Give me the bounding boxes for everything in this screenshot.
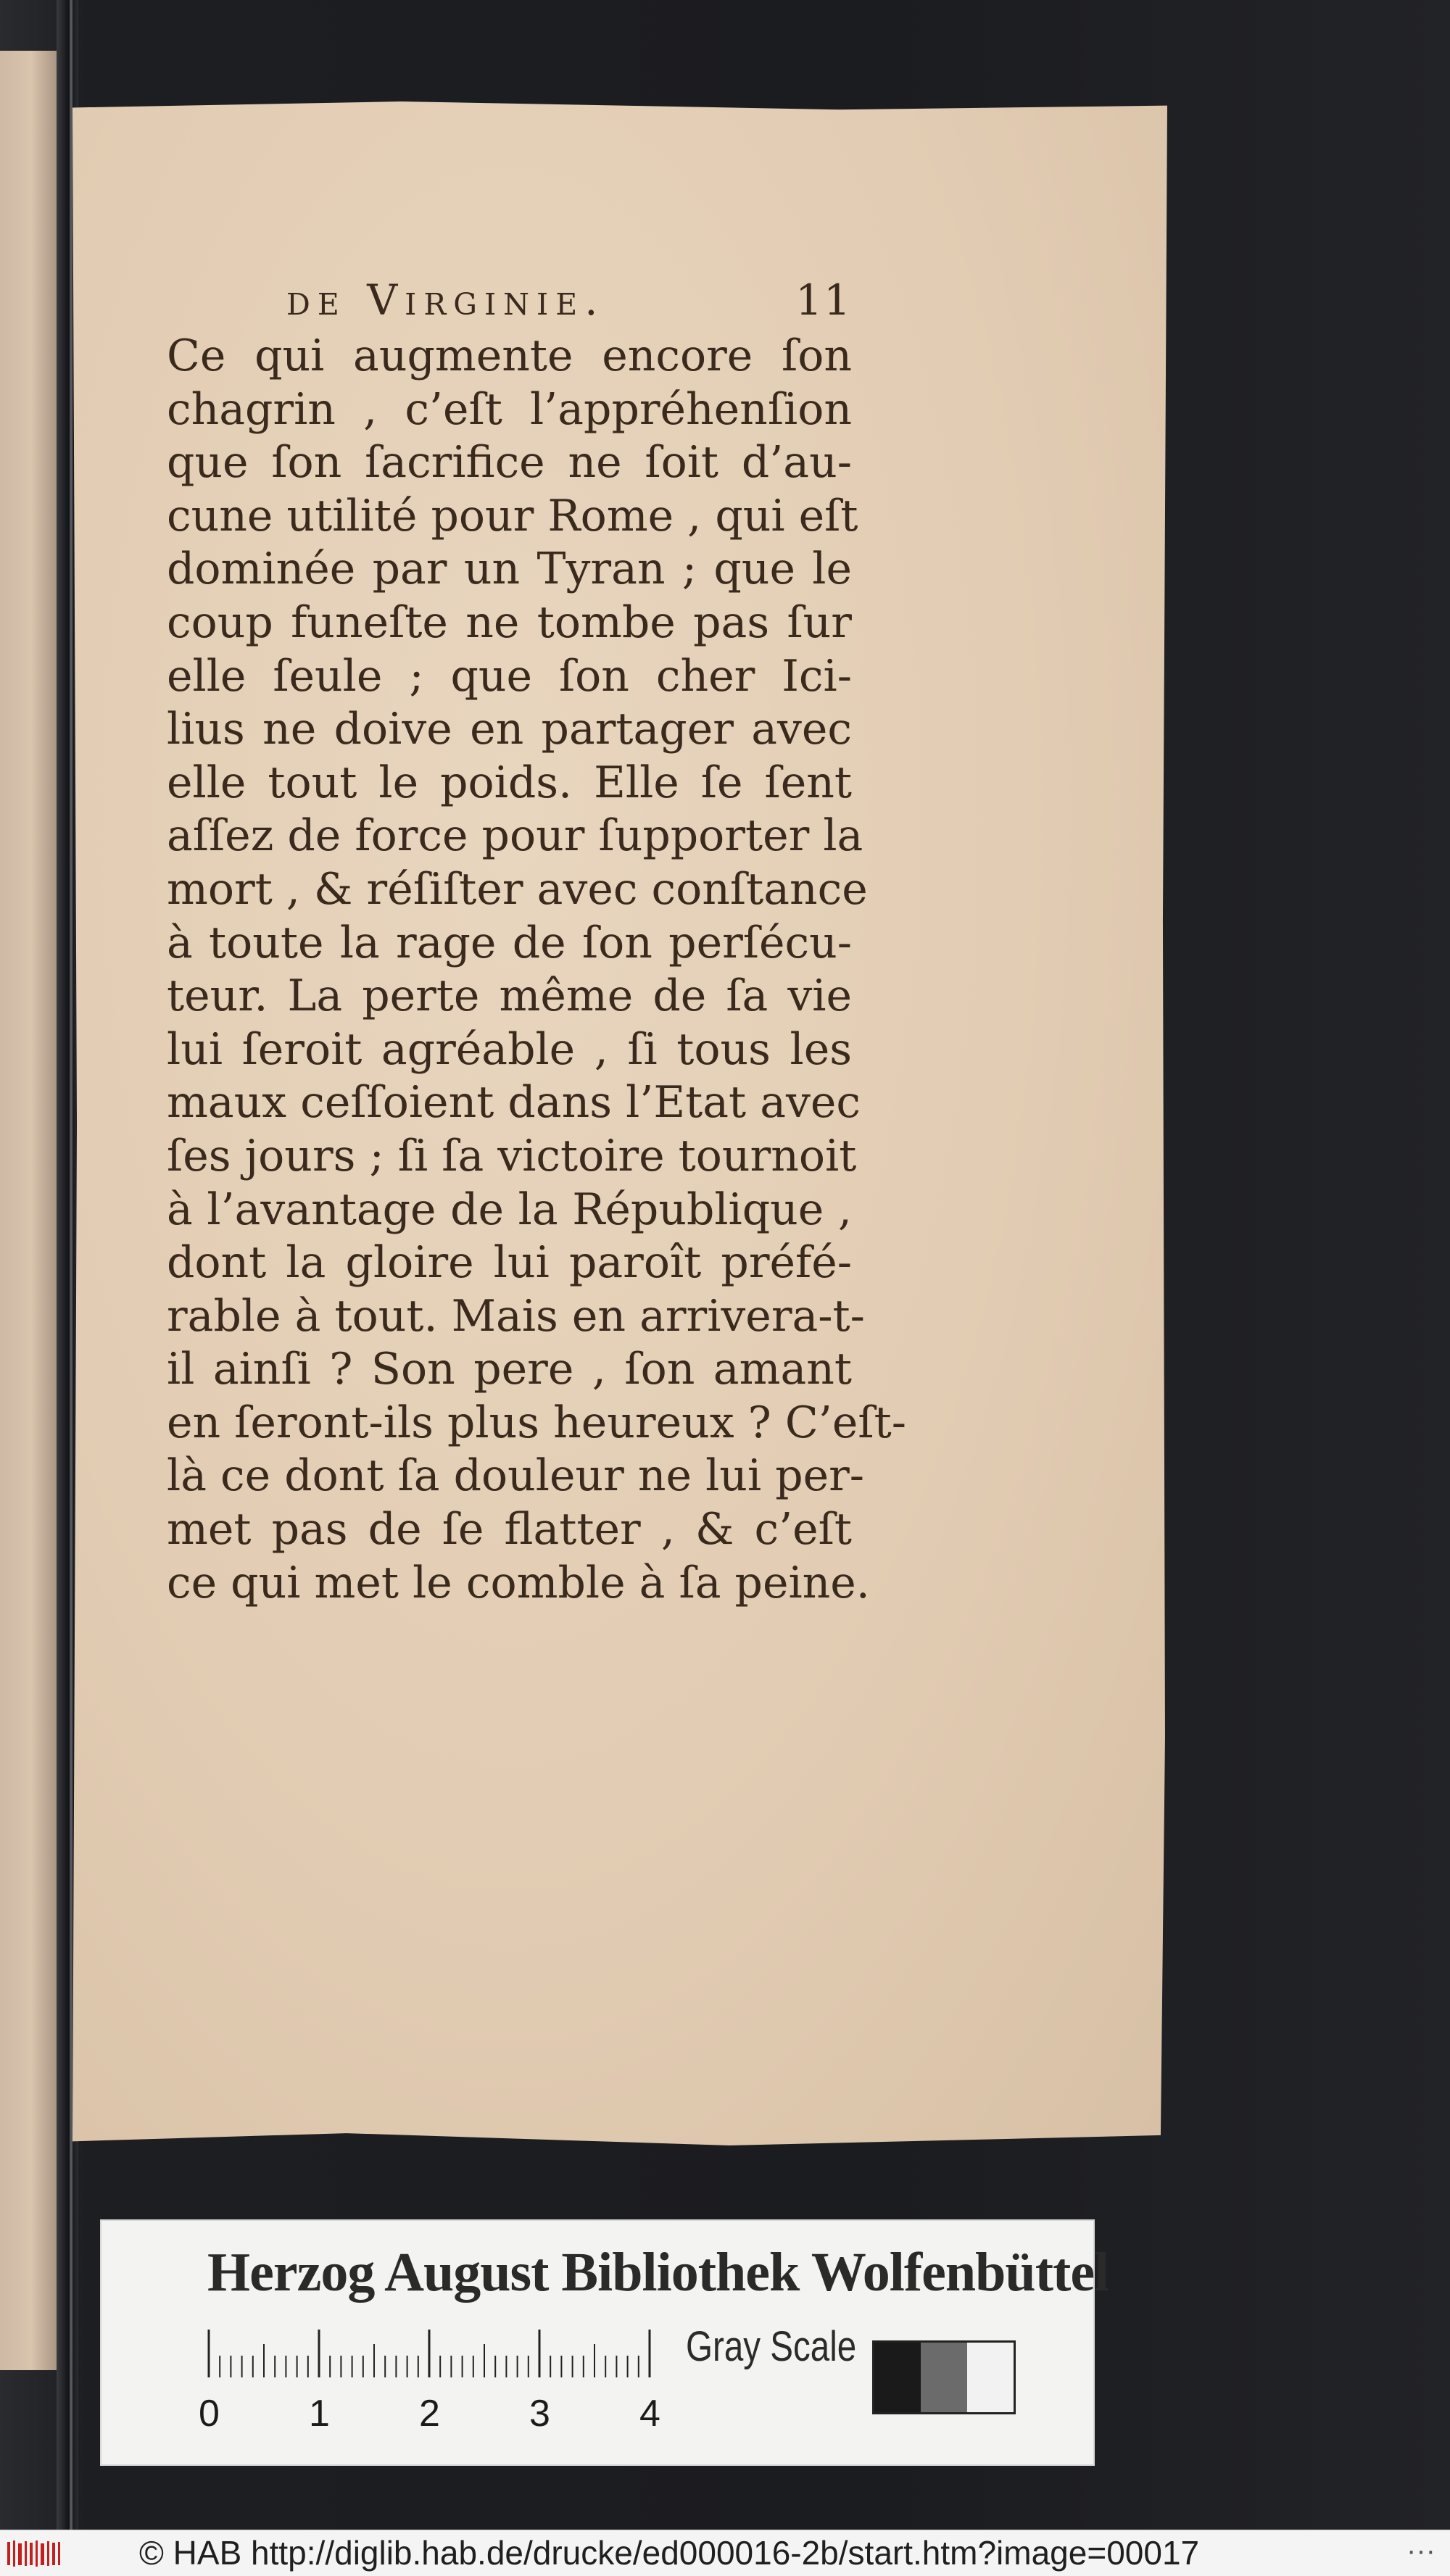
text-line: coup funeſte ne tombe pas ſur: [167, 597, 852, 648]
page-number: 11: [795, 275, 852, 325]
text-line: elle ſeule ; que ſon cher Ici-: [167, 650, 852, 702]
hab-logo-icon: [6, 2539, 62, 2568]
viewer-footer: [0, 2530, 1450, 2576]
text-line: lui ſeroit agréable , ſi tous les: [167, 1023, 852, 1075]
text-line: en ſeront-ils plus heureux ? C’eſt-: [167, 1397, 906, 1448]
ruler-label: 0: [199, 2393, 220, 2435]
text-line: cune utilité pour Rome , qui eſt: [167, 490, 858, 541]
footer-citation[interactable]: © HAB http://diglib.hab.de/drucke/ed000016-2b/start.htm?image=00017: [139, 2534, 1200, 2572]
text-line: rable à tout. Mais en arrivera-t-: [167, 1290, 865, 1342]
text-line: lius ne doive en partager avec: [167, 704, 852, 755]
footer-more-icon[interactable]: ···: [1406, 2535, 1436, 2567]
text-line: elle tout le poids. Elle ſe ſent: [167, 757, 852, 808]
gray-patch: [874, 2343, 921, 2412]
text-line: là ce dont ſa douleur ne lui per-: [167, 1450, 865, 1502]
running-title: de Virginie.: [286, 275, 605, 325]
text-line: dont la gloire lui paroît préfé-: [167, 1237, 852, 1289]
ruler-label: 3: [529, 2393, 550, 2435]
adjacent-page-edge: [0, 51, 57, 2370]
gray-scale-patches: [872, 2340, 1016, 2414]
ruler-label: 1: [309, 2393, 330, 2435]
text-line: mort , & réſiſter avec conſtance: [167, 863, 868, 915]
ruler-label: 4: [639, 2393, 660, 2435]
text-line: chagrin , c’eſt l’appréhenſion: [167, 383, 852, 435]
text-line: Ce qui augmente encore ſon: [167, 331, 852, 381]
institution-name: Herzog August Bibliothek Wolfenbüttel: [207, 2242, 1109, 2303]
gutter-line: [70, 0, 72, 2530]
text-line: il ainſi ? Son pere , ſon amant: [167, 1344, 852, 1395]
text-line: maux ceſſoient dans l’Etat avec: [167, 1077, 861, 1129]
text-line: que ſon ſacrifice ne ſoit d’au-: [167, 437, 852, 489]
text-line: à l’avantage de la République ,: [167, 1184, 852, 1235]
text-line: ce qui met le comble à ſa peine.: [167, 1557, 870, 1608]
gray-patch: [921, 2343, 967, 2412]
text-line: met pas de ſe flatter , & c’eſt: [167, 1504, 852, 1555]
gray-scale-label: Gray Scale: [686, 2323, 857, 2370]
gray-patch: [967, 2343, 1014, 2412]
page-body-text: [167, 330, 906, 1610]
color-calibration-card: [100, 2219, 1109, 2466]
text-line: ſes jours ; ſi ſa victoire tournoit: [167, 1130, 857, 1181]
text-line: dominée par un Tyran ; que le: [167, 544, 852, 595]
ruler-label: 2: [419, 2393, 440, 2435]
text-line: à toute la rage de ſon perſécu-: [167, 917, 852, 968]
text-line: aſſez de force pour ſupporter la: [167, 810, 863, 862]
text-line: teur. La perte même de ſa vie: [167, 971, 852, 1022]
